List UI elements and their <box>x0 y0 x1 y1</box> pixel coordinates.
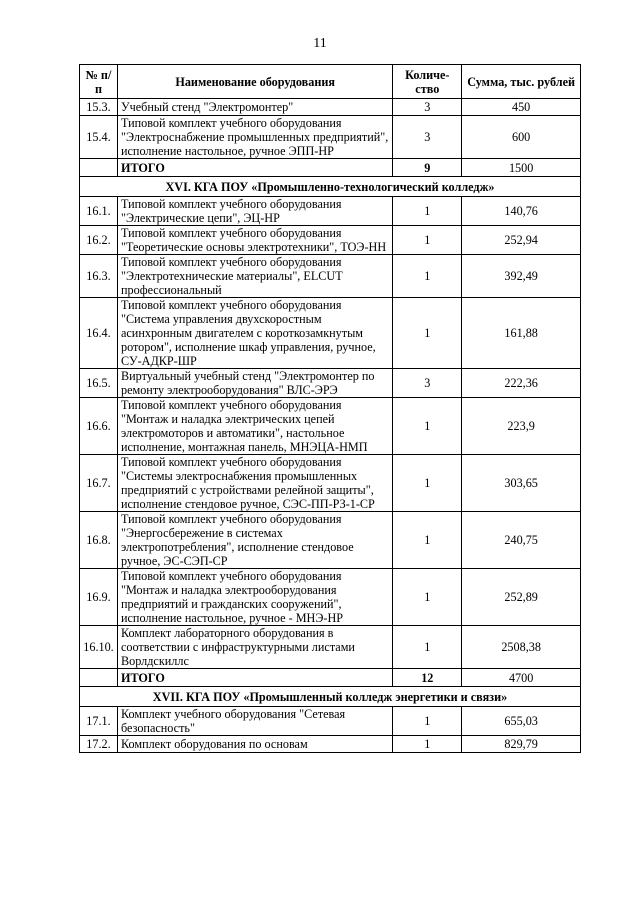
table-row <box>80 255 581 298</box>
section-title: XVII. КГА ПОУ «Промышленный колледж энергетики и связи» <box>80 687 581 707</box>
total-row <box>80 159 581 177</box>
total-row <box>80 669 581 687</box>
header-qty: Количе-ство <box>393 65 462 99</box>
row-number: 17.2. <box>80 736 118 753</box>
header-name: Наименование оборудования <box>117 65 392 99</box>
quantity: 1 <box>393 569 462 626</box>
quantity: 3 <box>393 116 462 159</box>
amount: 829,79 <box>462 736 581 753</box>
quantity: 1 <box>393 455 462 512</box>
quantity: 1 <box>393 398 462 455</box>
header-num: № п/п <box>80 65 118 99</box>
table-row <box>80 369 581 398</box>
equipment-name: Виртуальный учебный стенд "Электромонтер по ремонту электрооборудования" ВЛС-ЭРЭ <box>117 369 392 398</box>
table-row <box>80 99 581 116</box>
equipment-name: Типовой комплект учебного оборудования "Электроснабжение промышленных предприятий", исполнение настольное, ручное ЭПП-НР <box>117 116 392 159</box>
table-row <box>80 197 581 226</box>
amount: 655,03 <box>462 707 581 736</box>
amount: 161,88 <box>462 298 581 369</box>
quantity: 12 <box>393 669 462 687</box>
equipment-name: Типовой комплект учебного оборудования "Электрические цепи", ЭЦ-НР <box>117 197 392 226</box>
amount: 240,75 <box>462 512 581 569</box>
quantity: 1 <box>393 626 462 669</box>
table-row <box>80 512 581 569</box>
amount: 222,36 <box>462 369 581 398</box>
quantity: 3 <box>393 99 462 116</box>
amount: 600 <box>462 116 581 159</box>
equipment-name: Типовой комплект учебного оборудования "Электротехнические материалы", ELCUT профессиональный <box>117 255 392 298</box>
table-row <box>80 455 581 512</box>
quantity: 1 <box>393 707 462 736</box>
amount: 1500 <box>462 159 581 177</box>
equipment-name: Комплект оборудования по основам <box>117 736 392 753</box>
amount: 450 <box>462 99 581 116</box>
equipment-name: Типовой комплект учебного оборудования "Система управления двухскоростным асинхронным двигателем с короткозамкнутым ротором", исполнение шкаф управления, ручное, СУ-АДКР-ШР <box>117 298 392 369</box>
row-number: 16.5. <box>80 369 118 398</box>
table-row <box>80 298 581 369</box>
equipment-name: ИТОГО <box>117 159 392 177</box>
equipment-name: Комплект учебного оборудования "Сетевая безопасность" <box>117 707 392 736</box>
table-row <box>80 398 581 455</box>
quantity: 9 <box>393 159 462 177</box>
equipment-name: Комплект лабораторного оборудования в соответствии с инфраструктурными листами Ворлдскиллс <box>117 626 392 669</box>
table-row <box>80 226 581 255</box>
row-number: 16.3. <box>80 255 118 298</box>
row-number: 15.4. <box>80 116 118 159</box>
quantity: 1 <box>393 226 462 255</box>
equipment-name: Учебный стенд "Электромонтер" <box>117 99 392 116</box>
table-row <box>80 707 581 736</box>
row-number: 16.10. <box>80 626 118 669</box>
quantity: 1 <box>393 512 462 569</box>
row-number <box>80 669 118 687</box>
quantity: 3 <box>393 369 462 398</box>
table-header-row <box>80 65 581 99</box>
quantity: 1 <box>393 298 462 369</box>
row-number: 16.7. <box>80 455 118 512</box>
section-title: XVI. КГА ПОУ «Промышленно-технологический колледж» <box>80 177 581 197</box>
quantity: 1 <box>393 736 462 753</box>
row-number: 17.1. <box>80 707 118 736</box>
table-body <box>80 99 581 753</box>
amount: 392,49 <box>462 255 581 298</box>
equipment-name: ИТОГО <box>117 669 392 687</box>
amount: 252,94 <box>462 226 581 255</box>
table-row <box>80 626 581 669</box>
row-number: 16.8. <box>80 512 118 569</box>
row-number: 16.4. <box>80 298 118 369</box>
page-number: 11 <box>313 36 327 51</box>
amount: 4700 <box>462 669 581 687</box>
amount: 2508,38 <box>462 626 581 669</box>
row-number: 16.2. <box>80 226 118 255</box>
row-number: 16.6. <box>80 398 118 455</box>
row-number: 16.9. <box>80 569 118 626</box>
equipment-table <box>79 64 581 753</box>
amount: 140,76 <box>462 197 581 226</box>
quantity: 1 <box>393 255 462 298</box>
header-sum: Сумма, тыс. рублей <box>462 65 581 99</box>
row-number: 16.1. <box>80 197 118 226</box>
equipment-name: Типовой комплект учебного оборудования "Теоретические основы электротехники", ТОЭ-НН <box>117 226 392 255</box>
amount: 303,65 <box>462 455 581 512</box>
equipment-name: Типовой комплект учебного оборудования "Системы электроснабжения промышленных предприятий с устройствами релейной защиты", исполнение стендовое ручное, СЭС-ПП-РЗ-1-СР <box>117 455 392 512</box>
amount: 252,89 <box>462 569 581 626</box>
amount: 223,9 <box>462 398 581 455</box>
equipment-name: Типовой комплект учебного оборудования "Энергосбережение в системах электропотребления", исполнение стендовое ручное, ЭС-СЭП-СР <box>117 512 392 569</box>
section-header-row <box>80 177 581 197</box>
table-row <box>80 736 581 753</box>
quantity: 1 <box>393 197 462 226</box>
table-row <box>80 116 581 159</box>
row-number <box>80 159 118 177</box>
section-header-row <box>80 687 581 707</box>
table-row <box>80 569 581 626</box>
row-number: 15.3. <box>80 99 118 116</box>
equipment-name: Типовой комплект учебного оборудования "Монтаж и наладка электрооборудования предприятий и гражданских сооружений", исполнение настольное, ручное - МНЭ-НР <box>117 569 392 626</box>
equipment-name: Типовой комплект учебного оборудования "Монтаж и наладка электрических цепей электромоторов и автоматики", настольное исполнение, монтажная панель, МНЭЦА-НМП <box>117 398 392 455</box>
